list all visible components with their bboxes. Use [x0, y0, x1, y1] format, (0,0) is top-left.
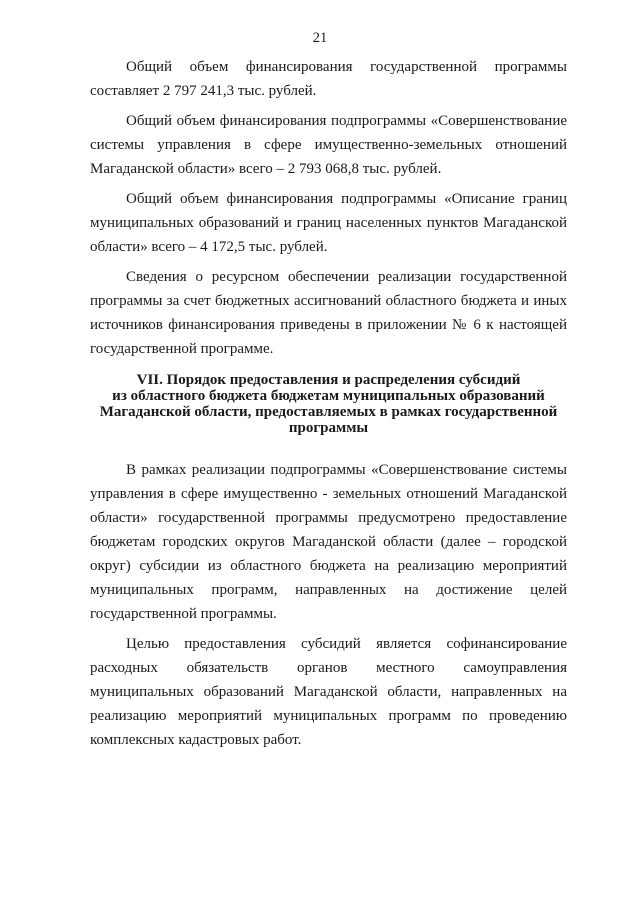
section-heading-line: VII. Порядок предоставления и распределения субсидий [136, 372, 521, 388]
financing-section [90, 55, 567, 367]
subsidies-section [90, 458, 567, 758]
paragraph-total-financing: Общий объем финансирования государственной программы составляет 2 797 241,3 тыс. рублей. [90, 59, 567, 99]
paragraph-subsidy-provision: В рамках реализации подпрограммы «Совершенствование системы управления в сфере имущественно - земельных отношений Магаданской области» государственной программы предусмотрено предоставление бюджетам городских округов Магаданской области (далее – городской округ) субсидии из областного бюджета на реализацию мероприятий муниципальных программ, направленных на достижение целей государственной программы. [90, 462, 567, 622]
section-heading-line: Магаданской области, предоставляемых в рамках государственной [99, 404, 558, 420]
paragraph-subsidy-purpose: Целью предоставления субсидий является софинансирование расходных обязательств органов местного самоуправления муниципальных образований Магаданской области, направленных на реализацию мероприятий муниципальных программ по проведению комплексных кадастровых работ. [90, 636, 567, 748]
paragraph-subprogram-2-financing: Общий объем финансирования подпрограммы «Описание границ муниципальных образований и границ населенных пунктов Магаданской области» всего – 4 172,5 тыс. рублей. [90, 191, 567, 255]
paragraph-resource-info: Сведения о ресурсном обеспечении реализации государственной программы за счет бюджетных ассигнований областного бюджета и иных источников финансирования приведены в приложении № 6 к настоящей государственной программе. [90, 269, 567, 357]
section-heading-line: программы [288, 420, 369, 436]
section-heading-line: из областного бюджета бюджетам муниципальных образований [112, 388, 545, 404]
section-heading [90, 372, 567, 436]
page-number: 21 [312, 30, 328, 46]
paragraph-subprogram-1-financing: Общий объем финансирования подпрограммы «Совершенствование системы управления в сфере имущественно-земельных отношений Магаданской области» всего – 2 793 068,8 тыс. рублей. [90, 113, 567, 177]
